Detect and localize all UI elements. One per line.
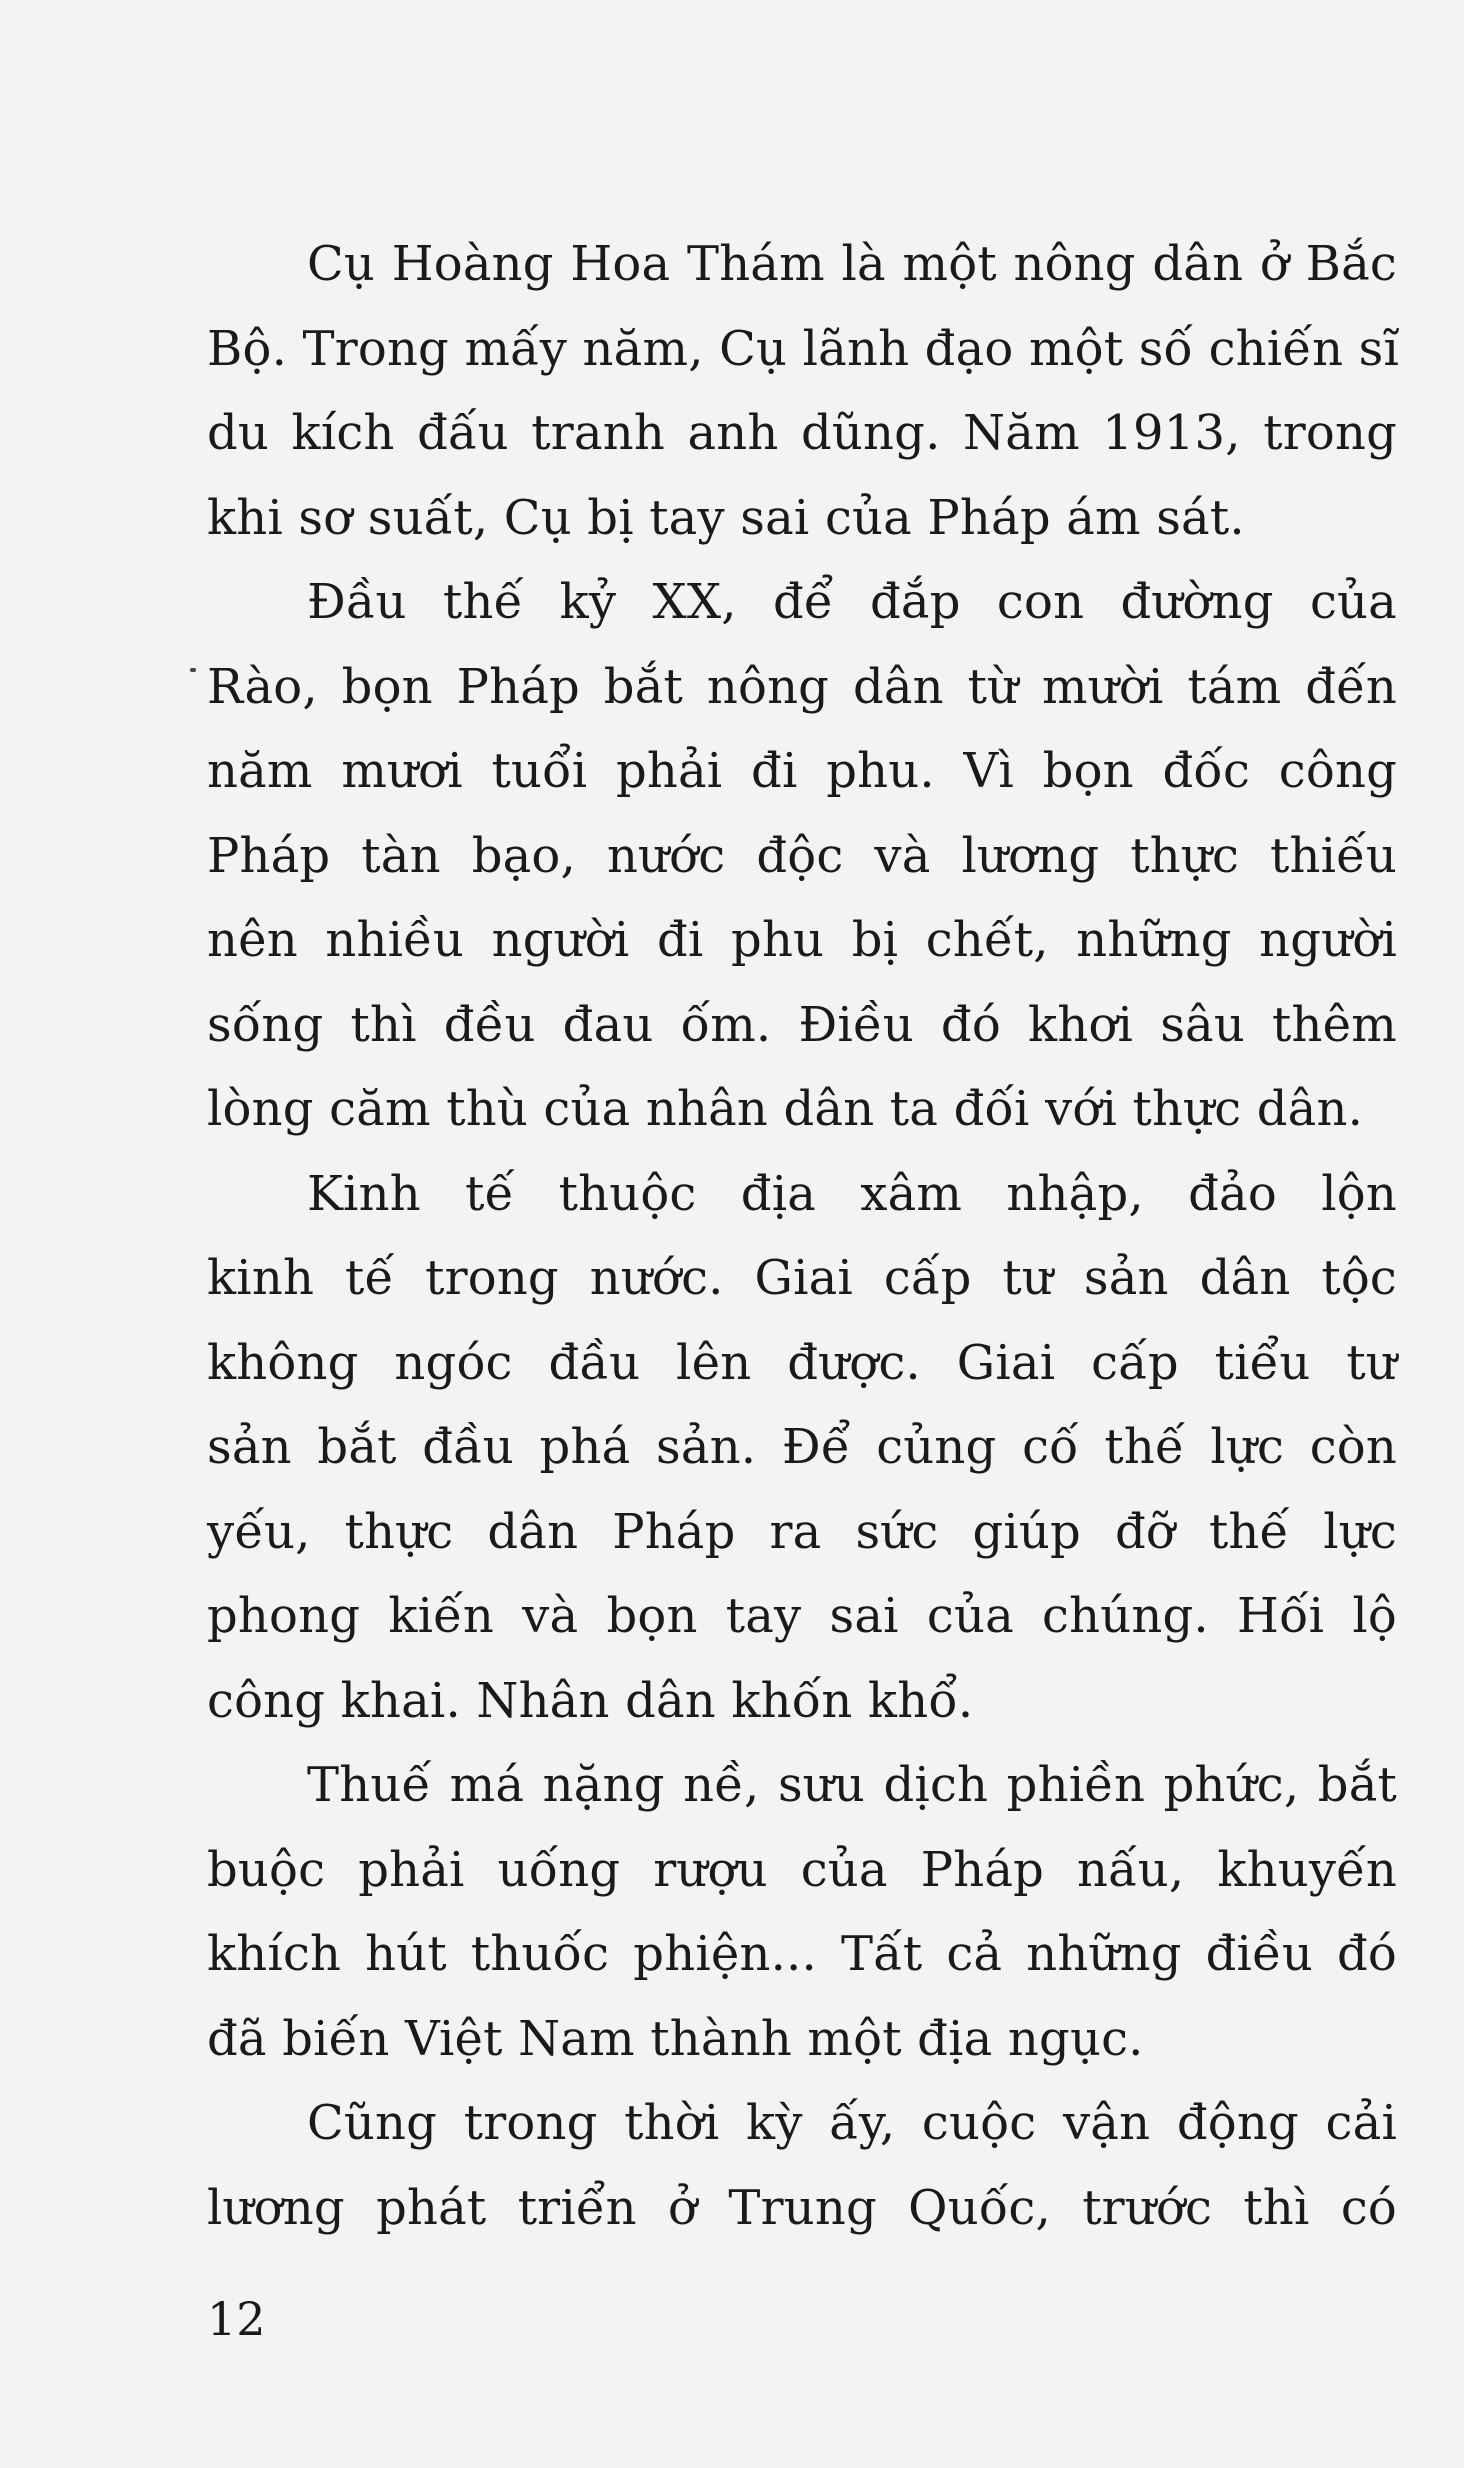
text-line: Pháp tàn bạo, nước độc và lương thực thiếu (207, 827, 1397, 884)
text-line: công khai. Nhân dân khốn khổ. (207, 1672, 974, 1729)
text-line: nên nhiều người đi phu bị chết, những người (207, 912, 1397, 968)
text-line: Cũng trong thời kỳ ấy, cuộc vận động cải (307, 2095, 1397, 2151)
text-line: du kích đấu tranh anh dũng. Năm 1913, trong (207, 405, 1397, 461)
text-line: Thuế má nặng nề, sưu dịch phiền phức, bắt (307, 1757, 1397, 1813)
text-line: sống thì đều đau ốm. Điều đó khơi sâu thêm (207, 996, 1397, 1053)
text-line: lòng căm thù của nhân dân ta đối với thực dân. (207, 1081, 1364, 1137)
text-line: kinh tế trong nước. Giai cấp tư sản dân tộc (207, 1250, 1397, 1306)
text-line: phong kiến và bọn tay sai của chúng. Hối lộ (207, 1588, 1397, 1644)
ink-speck (190, 668, 196, 672)
body-text (207, 222, 1400, 2250)
text-line: không ngóc đầu lên được. Giai cấp tiểu tư (207, 1334, 1397, 1391)
text-line: Cụ Hoàng Hoa Thám là một nông dân ở Bắc (307, 236, 1397, 292)
text-line: Kinh tế thuộc địa xâm nhập, đảo lộn (307, 1165, 1397, 1222)
text-line: năm mươi tuổi phải đi phu. Vì bọn đốc công (207, 743, 1397, 799)
text-line: đã biến Việt Nam thành một địa ngục. (207, 2010, 1144, 2067)
page-number: 12 (207, 2292, 266, 2346)
text-line: buộc phải uống rượu của Pháp nấu, khuyến (207, 1841, 1397, 1898)
text-line: yếu, thực dân Pháp ra sức giúp đỡ thế lực (207, 1503, 1397, 1560)
text-line: khi sơ suất, Cụ bị tay sai của Pháp ám sát. (207, 489, 1245, 546)
text-line: lương phát triển ở Trung Quốc, trước thì có (207, 2179, 1397, 2236)
text-line: Bộ. Trong mấy năm, Cụ lãnh đạo một số chiến sĩ (207, 320, 1400, 377)
text-line: sản bắt đầu phá sản. Để củng cố thế lực còn (207, 1419, 1397, 1475)
text-line: Rào, bọn Pháp bắt nông dân từ mười tám đến (207, 658, 1397, 715)
text-line: Đầu thế kỷ XX, để đắp con đường của (307, 574, 1397, 630)
text-line: khích hút thuốc phiện... Tất cả những điều đó (207, 1926, 1397, 1982)
